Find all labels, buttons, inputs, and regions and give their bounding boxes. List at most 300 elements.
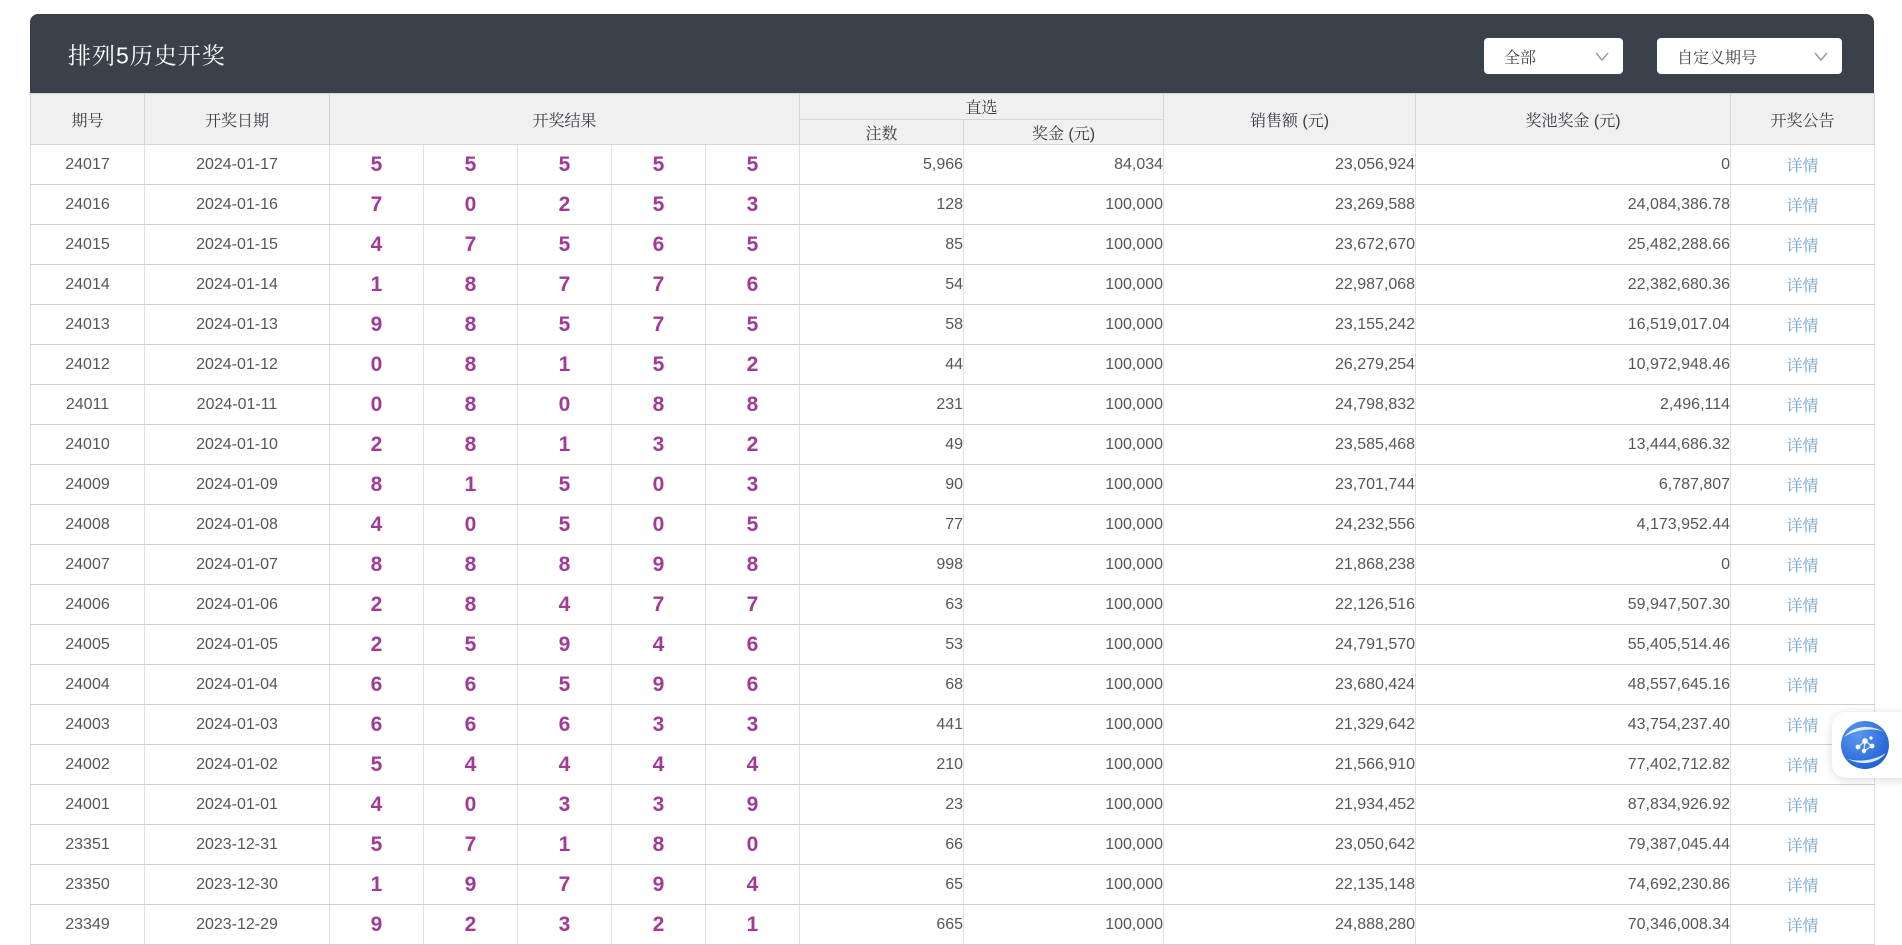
result-digit: 5 bbox=[424, 625, 518, 665]
result-digit: 1 bbox=[518, 345, 612, 385]
result-digit: 5 bbox=[330, 745, 424, 785]
detail-link[interactable]: 详情 bbox=[1786, 478, 1819, 495]
announcement-cell bbox=[1731, 345, 1875, 385]
bets-cell: 54 bbox=[800, 265, 964, 305]
result-digit: 3 bbox=[612, 705, 706, 745]
filter-controls bbox=[1484, 38, 1842, 74]
result-digit: 0 bbox=[612, 505, 706, 545]
chevron-down-icon bbox=[1814, 52, 1828, 61]
col-header-period: 期号 bbox=[31, 94, 145, 145]
pool-cell: 55,405,514.46 bbox=[1416, 625, 1731, 665]
table-row bbox=[31, 225, 1875, 265]
bets-cell: 210 bbox=[800, 745, 964, 785]
result-digit: 4 bbox=[518, 745, 612, 785]
prize-cell: 100,000 bbox=[964, 665, 1164, 705]
announcement-cell bbox=[1731, 505, 1875, 545]
pool-cell: 25,482,288.66 bbox=[1416, 225, 1731, 265]
result-digit: 5 bbox=[612, 145, 706, 185]
prize-cell: 100,000 bbox=[964, 305, 1164, 345]
table-row bbox=[31, 385, 1875, 425]
result-digit: 5 bbox=[706, 145, 800, 185]
result-digit: 9 bbox=[612, 865, 706, 905]
date-cell: 2024-01-11 bbox=[145, 385, 330, 425]
announcement-cell bbox=[1731, 385, 1875, 425]
announcement-cell bbox=[1731, 145, 1875, 185]
detail-link[interactable]: 详情 bbox=[1786, 878, 1819, 895]
pool-cell: 87,834,926.92 bbox=[1416, 785, 1731, 825]
period-cell: 24006 bbox=[31, 585, 145, 625]
result-digit: 3 bbox=[706, 465, 800, 505]
result-digit: 6 bbox=[706, 665, 800, 705]
result-digit: 5 bbox=[518, 465, 612, 505]
announcement-cell bbox=[1731, 545, 1875, 585]
prize-cell: 100,000 bbox=[964, 385, 1164, 425]
date-cell: 2024-01-07 bbox=[145, 545, 330, 585]
bets-cell: 441 bbox=[800, 705, 964, 745]
table-row bbox=[31, 585, 1875, 625]
result-digit: 5 bbox=[612, 185, 706, 225]
result-digit: 1 bbox=[518, 425, 612, 465]
result-digit: 1 bbox=[330, 865, 424, 905]
result-digit: 8 bbox=[424, 545, 518, 585]
result-digit: 0 bbox=[706, 825, 800, 865]
sales-cell: 23,056,924 bbox=[1164, 145, 1416, 185]
pool-cell: 6,787,807 bbox=[1416, 465, 1731, 505]
result-digit: 8 bbox=[424, 345, 518, 385]
detail-link[interactable]: 详情 bbox=[1786, 518, 1819, 535]
table-row bbox=[31, 865, 1875, 905]
result-digit: 1 bbox=[330, 265, 424, 305]
prize-cell: 100,000 bbox=[964, 185, 1164, 225]
result-digit: 5 bbox=[518, 305, 612, 345]
sales-cell: 22,135,148 bbox=[1164, 865, 1416, 905]
bets-cell: 44 bbox=[800, 345, 964, 385]
result-digit: 5 bbox=[518, 145, 612, 185]
result-digit: 8 bbox=[424, 585, 518, 625]
announcement-cell bbox=[1731, 305, 1875, 345]
sales-cell: 24,791,570 bbox=[1164, 625, 1416, 665]
result-digit: 0 bbox=[424, 505, 518, 545]
bets-cell: 53 bbox=[800, 625, 964, 665]
sales-cell: 21,934,452 bbox=[1164, 785, 1416, 825]
date-cell: 2023-12-29 bbox=[145, 905, 330, 945]
results-table bbox=[30, 93, 1875, 945]
result-digit: 6 bbox=[330, 665, 424, 705]
announcement-cell bbox=[1731, 785, 1875, 825]
result-digit: 2 bbox=[330, 625, 424, 665]
sales-cell: 24,888,280 bbox=[1164, 905, 1416, 945]
prize-cell: 100,000 bbox=[964, 265, 1164, 305]
result-digit: 2 bbox=[518, 185, 612, 225]
pool-cell: 70,346,008.34 bbox=[1416, 905, 1731, 945]
result-digit: 4 bbox=[518, 585, 612, 625]
page-title: 排列5历史开奖 bbox=[68, 42, 226, 68]
prize-cell: 100,000 bbox=[964, 345, 1164, 385]
detail-link[interactable]: 详情 bbox=[1786, 918, 1819, 935]
result-digit: 3 bbox=[612, 425, 706, 465]
prize-cell: 100,000 bbox=[964, 425, 1164, 465]
filter-all-dropdown[interactable] bbox=[1484, 38, 1623, 74]
period-cell: 24009 bbox=[31, 465, 145, 505]
sales-cell: 21,868,238 bbox=[1164, 545, 1416, 585]
result-digit: 8 bbox=[612, 825, 706, 865]
custom-period-label: 自定义期号 bbox=[1677, 49, 1758, 67]
period-cell: 24017 bbox=[31, 145, 145, 185]
sales-cell: 21,329,642 bbox=[1164, 705, 1416, 745]
detail-link[interactable]: 详情 bbox=[1786, 198, 1819, 215]
announcement-cell bbox=[1731, 825, 1875, 865]
table-row bbox=[31, 265, 1875, 305]
result-digit: 6 bbox=[330, 705, 424, 745]
sales-cell: 22,126,516 bbox=[1164, 585, 1416, 625]
result-digit: 8 bbox=[706, 545, 800, 585]
result-digit: 0 bbox=[518, 385, 612, 425]
bets-cell: 85 bbox=[800, 225, 964, 265]
period-cell: 24010 bbox=[31, 425, 145, 465]
result-digit: 5 bbox=[706, 305, 800, 345]
result-digit: 4 bbox=[612, 745, 706, 785]
announcement-cell bbox=[1731, 265, 1875, 305]
prize-cell: 100,000 bbox=[964, 865, 1164, 905]
period-cell: 24013 bbox=[31, 305, 145, 345]
col-header-date: 开奖日期 bbox=[145, 94, 330, 145]
prize-cell: 100,000 bbox=[964, 585, 1164, 625]
pool-cell: 16,519,017.04 bbox=[1416, 305, 1731, 345]
result-digit: 8 bbox=[424, 425, 518, 465]
prize-cell: 100,000 bbox=[964, 745, 1164, 785]
col-header-zhixuan-group: 直选 bbox=[800, 94, 1164, 120]
table-row bbox=[31, 425, 1875, 465]
bets-cell: 58 bbox=[800, 305, 964, 345]
floating-widget[interactable] bbox=[1832, 712, 1902, 778]
table-row bbox=[31, 825, 1875, 865]
sales-cell: 23,155,242 bbox=[1164, 305, 1416, 345]
date-cell: 2024-01-17 bbox=[145, 145, 330, 185]
result-digit: 2 bbox=[424, 905, 518, 945]
custom-period-dropdown[interactable] bbox=[1657, 38, 1842, 74]
detail-link[interactable]: 详情 bbox=[1786, 838, 1819, 855]
period-cell: 24003 bbox=[31, 705, 145, 745]
bets-cell: 66 bbox=[800, 825, 964, 865]
bets-cell: 68 bbox=[800, 665, 964, 705]
result-digit: 9 bbox=[518, 625, 612, 665]
result-digit: 7 bbox=[330, 185, 424, 225]
sales-cell: 23,680,424 bbox=[1164, 665, 1416, 705]
pool-cell: 10,972,948.46 bbox=[1416, 345, 1731, 385]
detail-link[interactable]: 详情 bbox=[1786, 718, 1819, 735]
result-digit: 8 bbox=[330, 465, 424, 505]
title-bar bbox=[30, 14, 1874, 93]
detail-link[interactable]: 详情 bbox=[1786, 638, 1819, 655]
result-digit: 8 bbox=[518, 545, 612, 585]
bets-cell: 65 bbox=[800, 865, 964, 905]
result-digit: 2 bbox=[706, 345, 800, 385]
result-digit: 9 bbox=[706, 785, 800, 825]
result-digit: 9 bbox=[612, 665, 706, 705]
result-digit: 3 bbox=[612, 785, 706, 825]
period-cell: 23349 bbox=[31, 905, 145, 945]
prize-cell: 100,000 bbox=[964, 465, 1164, 505]
table-row bbox=[31, 505, 1875, 545]
result-digit: 9 bbox=[330, 305, 424, 345]
result-digit: 0 bbox=[424, 785, 518, 825]
announcement-cell bbox=[1731, 665, 1875, 705]
table-row bbox=[31, 745, 1875, 785]
col-header-result: 开奖结果 bbox=[330, 94, 800, 145]
sales-cell: 23,701,744 bbox=[1164, 465, 1416, 505]
period-cell: 24015 bbox=[31, 225, 145, 265]
prize-cell: 100,000 bbox=[964, 545, 1164, 585]
prize-cell: 100,000 bbox=[964, 825, 1164, 865]
date-cell: 2024-01-12 bbox=[145, 345, 330, 385]
result-digit: 3 bbox=[518, 905, 612, 945]
result-digit: 8 bbox=[424, 305, 518, 345]
result-digit: 5 bbox=[706, 505, 800, 545]
result-digit: 2 bbox=[612, 905, 706, 945]
result-digit: 9 bbox=[330, 905, 424, 945]
pool-cell: 48,557,645.16 bbox=[1416, 665, 1731, 705]
detail-link[interactable]: 详情 bbox=[1786, 238, 1819, 255]
result-digit: 5 bbox=[518, 505, 612, 545]
prize-cell: 100,000 bbox=[964, 625, 1164, 665]
sales-cell: 23,672,670 bbox=[1164, 225, 1416, 265]
table-row bbox=[31, 905, 1875, 945]
result-digit: 7 bbox=[706, 585, 800, 625]
bets-cell: 90 bbox=[800, 465, 964, 505]
result-digit: 5 bbox=[706, 225, 800, 265]
announcement-cell bbox=[1731, 905, 1875, 945]
detail-link[interactable]: 详情 bbox=[1786, 678, 1819, 695]
result-digit: 4 bbox=[330, 225, 424, 265]
detail-link[interactable]: 详情 bbox=[1786, 278, 1819, 295]
result-digit: 7 bbox=[612, 265, 706, 305]
prize-cell: 100,000 bbox=[964, 705, 1164, 745]
pool-cell: 0 bbox=[1416, 145, 1731, 185]
period-cell: 24008 bbox=[31, 505, 145, 545]
result-digit: 8 bbox=[330, 545, 424, 585]
period-cell: 24014 bbox=[31, 265, 145, 305]
col-header-pool: 奖池奖金 (元) bbox=[1416, 94, 1731, 145]
sales-cell: 23,585,468 bbox=[1164, 425, 1416, 465]
bets-cell: 128 bbox=[800, 185, 964, 225]
pool-cell: 4,173,952.44 bbox=[1416, 505, 1731, 545]
prize-cell: 100,000 bbox=[964, 225, 1164, 265]
result-digit: 4 bbox=[330, 785, 424, 825]
result-digit: 5 bbox=[518, 225, 612, 265]
date-cell: 2024-01-15 bbox=[145, 225, 330, 265]
result-digit: 6 bbox=[706, 265, 800, 305]
detail-link[interactable]: 详情 bbox=[1786, 158, 1819, 175]
pool-cell: 77,402,712.82 bbox=[1416, 745, 1731, 785]
period-cell: 24011 bbox=[31, 385, 145, 425]
result-digit: 9 bbox=[424, 865, 518, 905]
pool-cell: 59,947,507.30 bbox=[1416, 585, 1731, 625]
period-cell: 23351 bbox=[31, 825, 145, 865]
detail-link[interactable]: 详情 bbox=[1786, 358, 1819, 375]
table-row bbox=[31, 785, 1875, 825]
period-cell: 24002 bbox=[31, 745, 145, 785]
result-digit: 5 bbox=[518, 665, 612, 705]
bets-cell: 77 bbox=[800, 505, 964, 545]
detail-link[interactable]: 详情 bbox=[1786, 598, 1819, 615]
result-digit: 8 bbox=[612, 385, 706, 425]
result-digit: 4 bbox=[424, 745, 518, 785]
result-digit: 6 bbox=[612, 225, 706, 265]
date-cell: 2024-01-08 bbox=[145, 505, 330, 545]
detail-link[interactable]: 详情 bbox=[1786, 398, 1819, 415]
announcement-cell bbox=[1731, 625, 1875, 665]
period-cell: 24007 bbox=[31, 545, 145, 585]
result-digit: 5 bbox=[330, 145, 424, 185]
result-digit: 8 bbox=[424, 265, 518, 305]
announcement-cell bbox=[1731, 425, 1875, 465]
results-tbody bbox=[31, 145, 1875, 945]
prize-cell: 84,034 bbox=[964, 145, 1164, 185]
pool-cell: 22,382,680.36 bbox=[1416, 265, 1731, 305]
result-digit: 2 bbox=[330, 585, 424, 625]
pool-cell: 79,387,045.44 bbox=[1416, 825, 1731, 865]
announcement-cell bbox=[1731, 185, 1875, 225]
result-digit: 5 bbox=[612, 345, 706, 385]
pool-cell: 24,084,386.78 bbox=[1416, 185, 1731, 225]
table-row bbox=[31, 145, 1875, 185]
prize-cell: 100,000 bbox=[964, 785, 1164, 825]
result-digit: 6 bbox=[424, 665, 518, 705]
sales-cell: 23,050,642 bbox=[1164, 825, 1416, 865]
date-cell: 2024-01-13 bbox=[145, 305, 330, 345]
table-row bbox=[31, 545, 1875, 585]
announcement-cell bbox=[1731, 225, 1875, 265]
date-cell: 2024-01-06 bbox=[145, 585, 330, 625]
pool-cell: 2,496,114 bbox=[1416, 385, 1731, 425]
result-digit: 7 bbox=[518, 265, 612, 305]
prize-cell: 100,000 bbox=[964, 505, 1164, 545]
result-digit: 7 bbox=[424, 825, 518, 865]
result-digit: 9 bbox=[612, 545, 706, 585]
bets-cell: 231 bbox=[800, 385, 964, 425]
bets-cell: 23 bbox=[800, 785, 964, 825]
col-header-bets: 注数 bbox=[800, 120, 964, 145]
detail-link[interactable]: 详情 bbox=[1786, 558, 1819, 575]
result-digit: 1 bbox=[424, 465, 518, 505]
result-digit: 0 bbox=[424, 185, 518, 225]
table-row bbox=[31, 305, 1875, 345]
result-digit: 8 bbox=[424, 385, 518, 425]
filter-all-label: 全部 bbox=[1504, 49, 1537, 67]
result-digit: 4 bbox=[706, 745, 800, 785]
pool-cell: 43,754,237.40 bbox=[1416, 705, 1731, 745]
detail-link[interactable]: 详情 bbox=[1786, 758, 1819, 775]
bets-cell: 998 bbox=[800, 545, 964, 585]
result-digit: 3 bbox=[518, 785, 612, 825]
result-digit: 2 bbox=[330, 425, 424, 465]
result-digit: 4 bbox=[612, 625, 706, 665]
sales-cell: 24,232,556 bbox=[1164, 505, 1416, 545]
detail-link[interactable]: 详情 bbox=[1786, 798, 1819, 815]
table-row bbox=[31, 705, 1875, 745]
result-digit: 7 bbox=[424, 225, 518, 265]
table-header bbox=[31, 94, 1875, 145]
table-row bbox=[31, 345, 1875, 385]
result-digit: 6 bbox=[518, 705, 612, 745]
date-cell: 2024-01-14 bbox=[145, 265, 330, 305]
period-cell: 24004 bbox=[31, 665, 145, 705]
result-digit: 6 bbox=[424, 705, 518, 745]
table-row bbox=[31, 185, 1875, 225]
result-digit: 3 bbox=[706, 185, 800, 225]
date-cell: 2024-01-09 bbox=[145, 465, 330, 505]
col-header-prize: 奖金 (元) bbox=[964, 120, 1164, 145]
date-cell: 2024-01-16 bbox=[145, 185, 330, 225]
bets-cell: 665 bbox=[800, 905, 964, 945]
col-header-announcement: 开奖公告 bbox=[1731, 94, 1875, 145]
pool-cell: 0 bbox=[1416, 545, 1731, 585]
date-cell: 2024-01-05 bbox=[145, 625, 330, 665]
table-row bbox=[31, 665, 1875, 705]
col-header-sales: 销售额 (元) bbox=[1164, 94, 1416, 145]
pool-cell: 13,444,686.32 bbox=[1416, 425, 1731, 465]
table-row bbox=[31, 625, 1875, 665]
result-digit: 6 bbox=[706, 625, 800, 665]
result-digit: 0 bbox=[330, 345, 424, 385]
period-cell: 24016 bbox=[31, 185, 145, 225]
period-cell: 24005 bbox=[31, 625, 145, 665]
result-digit: 7 bbox=[518, 865, 612, 905]
announcement-cell bbox=[1731, 585, 1875, 625]
result-digit: 2 bbox=[706, 425, 800, 465]
date-cell: 2024-01-01 bbox=[145, 785, 330, 825]
bets-cell: 63 bbox=[800, 585, 964, 625]
period-cell: 24001 bbox=[31, 785, 145, 825]
table-row bbox=[31, 465, 1875, 505]
result-digit: 7 bbox=[612, 305, 706, 345]
result-digit: 0 bbox=[330, 385, 424, 425]
result-digit: 5 bbox=[424, 145, 518, 185]
chevron-down-icon bbox=[1595, 52, 1609, 61]
bets-cell: 49 bbox=[800, 425, 964, 465]
pool-cell: 74,692,230.86 bbox=[1416, 865, 1731, 905]
date-cell: 2023-12-30 bbox=[145, 865, 330, 905]
prize-cell: 100,000 bbox=[964, 905, 1164, 945]
bets-cell: 5,966 bbox=[800, 145, 964, 185]
date-cell: 2024-01-10 bbox=[145, 425, 330, 465]
result-digit: 7 bbox=[612, 585, 706, 625]
sales-cell: 23,269,588 bbox=[1164, 185, 1416, 225]
date-cell: 2024-01-04 bbox=[145, 665, 330, 705]
period-cell: 23350 bbox=[31, 865, 145, 905]
sales-cell: 21,566,910 bbox=[1164, 745, 1416, 785]
result-digit: 0 bbox=[612, 465, 706, 505]
sales-cell: 26,279,254 bbox=[1164, 345, 1416, 385]
result-digit: 1 bbox=[706, 905, 800, 945]
date-cell: 2024-01-03 bbox=[145, 705, 330, 745]
result-digit: 3 bbox=[706, 705, 800, 745]
date-cell: 2024-01-02 bbox=[145, 745, 330, 785]
date-cell: 2023-12-31 bbox=[145, 825, 330, 865]
result-digit: 1 bbox=[518, 825, 612, 865]
detail-link[interactable]: 详情 bbox=[1786, 438, 1819, 455]
result-digit: 4 bbox=[706, 865, 800, 905]
sales-cell: 22,987,068 bbox=[1164, 265, 1416, 305]
network-logo-icon bbox=[1840, 720, 1890, 770]
announcement-cell bbox=[1731, 865, 1875, 905]
result-digit: 5 bbox=[330, 825, 424, 865]
sales-cell: 24,798,832 bbox=[1164, 385, 1416, 425]
announcement-cell bbox=[1731, 465, 1875, 505]
result-digit: 8 bbox=[706, 385, 800, 425]
detail-link[interactable]: 详情 bbox=[1786, 318, 1819, 335]
result-digit: 4 bbox=[330, 505, 424, 545]
